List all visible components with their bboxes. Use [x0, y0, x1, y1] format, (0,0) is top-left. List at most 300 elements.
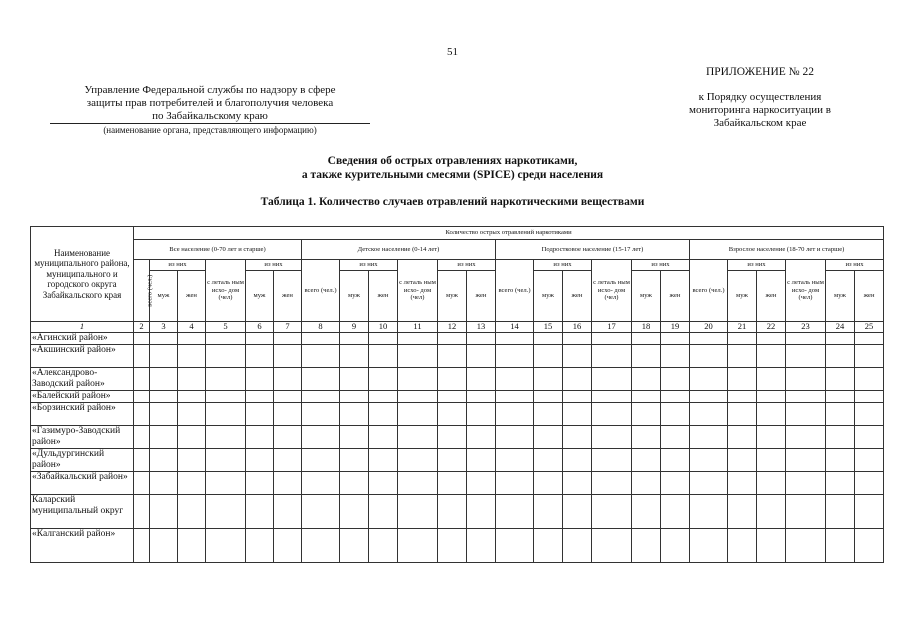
data-cell[interactable] — [826, 495, 855, 529]
column-number: 3 — [150, 322, 178, 333]
data-cell[interactable] — [302, 529, 340, 563]
data-cell[interactable] — [563, 529, 592, 563]
data-cell[interactable] — [690, 368, 728, 391]
header-male: муж — [632, 271, 661, 322]
data-cell[interactable] — [826, 345, 855, 368]
data-cell[interactable] — [302, 368, 340, 391]
data-cell[interactable] — [496, 391, 534, 403]
data-cell[interactable] — [134, 472, 150, 495]
district-name: «Газимуро-Заводский район» — [31, 426, 134, 449]
header-female: жен — [661, 271, 690, 322]
data-cell[interactable] — [786, 345, 826, 368]
column-number: 11 — [398, 322, 438, 333]
data-cell[interactable] — [369, 472, 398, 495]
data-cell[interactable] — [757, 368, 786, 391]
data-cell[interactable] — [206, 472, 246, 495]
data-cell[interactable] — [134, 449, 150, 472]
data-cell[interactable] — [246, 368, 274, 391]
data-cell[interactable] — [826, 391, 855, 403]
district-name: «Борзинский район» — [31, 403, 134, 426]
data-cell[interactable] — [855, 472, 884, 495]
header-total: всего (чел.) — [496, 260, 534, 322]
data-cell[interactable] — [340, 472, 369, 495]
data-cell[interactable] — [302, 449, 340, 472]
data-cell[interactable] — [369, 426, 398, 449]
data-cell[interactable] — [150, 426, 178, 449]
data-cell[interactable] — [563, 345, 592, 368]
table-row — [31, 449, 884, 472]
data-cell[interactable] — [340, 403, 369, 426]
data-cell[interactable] — [246, 403, 274, 426]
data-cell[interactable] — [826, 333, 855, 345]
data-cell[interactable] — [438, 472, 467, 495]
data-cell[interactable] — [592, 391, 632, 403]
data-cell[interactable] — [728, 403, 757, 426]
data-cell[interactable] — [534, 449, 563, 472]
data-cell[interactable] — [534, 345, 563, 368]
header-fatal: с леталь ным исхо- дом (чел) — [786, 260, 826, 322]
data-cell[interactable] — [150, 495, 178, 529]
data-cell[interactable] — [274, 449, 302, 472]
data-cell[interactable] — [592, 472, 632, 495]
data-cell[interactable] — [632, 495, 661, 529]
header-fatal: с леталь ным исхо- дом (чел) — [592, 260, 632, 322]
data-cell[interactable] — [563, 449, 592, 472]
data-cell[interactable] — [246, 391, 274, 403]
data-cell[interactable] — [496, 403, 534, 426]
data-cell[interactable] — [563, 403, 592, 426]
header-of-them: из них — [150, 260, 206, 271]
district-name: «Забайкальский район» — [31, 472, 134, 495]
data-cell[interactable] — [302, 472, 340, 495]
data-cell[interactable] — [728, 449, 757, 472]
data-cell[interactable] — [369, 333, 398, 345]
data-cell[interactable] — [369, 403, 398, 426]
data-cell[interactable] — [661, 529, 690, 563]
data-cell[interactable] — [661, 391, 690, 403]
column-number: 19 — [661, 322, 690, 333]
data-cell[interactable] — [786, 472, 826, 495]
data-cell[interactable] — [274, 368, 302, 391]
data-cell[interactable] — [246, 449, 274, 472]
district-name: «Калганский район» — [31, 529, 134, 563]
column-number: 25 — [855, 322, 884, 333]
data-cell[interactable] — [757, 495, 786, 529]
data-cell[interactable] — [496, 345, 534, 368]
data-cell[interactable] — [592, 449, 632, 472]
data-cell[interactable] — [274, 495, 302, 529]
data-cell[interactable] — [563, 472, 592, 495]
column-number: 17 — [592, 322, 632, 333]
data-cell[interactable] — [398, 345, 438, 368]
data-cell[interactable] — [178, 495, 206, 529]
data-cell[interactable] — [398, 529, 438, 563]
data-cell[interactable] — [496, 449, 534, 472]
data-cell[interactable] — [206, 391, 246, 403]
data-cell[interactable] — [534, 495, 563, 529]
data-cell[interactable] — [467, 472, 496, 495]
data-cell[interactable] — [134, 368, 150, 391]
appendix-line-3: Забайкальском крае — [713, 117, 807, 129]
data-cell[interactable] — [757, 333, 786, 345]
data-cell[interactable] — [150, 403, 178, 426]
data-cell[interactable] — [534, 333, 563, 345]
data-cell[interactable] — [178, 368, 206, 391]
data-cell[interactable] — [340, 449, 369, 472]
data-cell[interactable] — [274, 345, 302, 368]
data-cell[interactable] — [369, 449, 398, 472]
data-cell[interactable] — [496, 426, 534, 449]
data-cell[interactable] — [661, 449, 690, 472]
data-cell[interactable] — [661, 345, 690, 368]
data-cell[interactable] — [206, 449, 246, 472]
data-cell[interactable] — [757, 403, 786, 426]
data-cell[interactable] — [563, 368, 592, 391]
column-number: 5 — [206, 322, 246, 333]
data-cell[interactable] — [178, 529, 206, 563]
data-cell[interactable] — [178, 403, 206, 426]
data-cell[interactable] — [855, 345, 884, 368]
column-number: 4 — [178, 322, 206, 333]
data-cell[interactable] — [496, 333, 534, 345]
data-cell[interactable] — [150, 368, 178, 391]
column-number: 22 — [757, 322, 786, 333]
data-cell[interactable] — [592, 345, 632, 368]
data-cell[interactable] — [302, 333, 340, 345]
data-cell[interactable] — [632, 472, 661, 495]
table-row — [31, 333, 884, 345]
header-total: всего (чел.) — [690, 260, 728, 322]
data-cell[interactable] — [496, 495, 534, 529]
data-cell[interactable] — [398, 495, 438, 529]
data-cell[interactable] — [661, 426, 690, 449]
data-cell[interactable] — [757, 529, 786, 563]
org-note: (наименование органа, представляющего информацию) — [103, 125, 317, 135]
data-cell[interactable] — [632, 449, 661, 472]
data-cell[interactable] — [786, 368, 826, 391]
data-cell[interactable] — [274, 403, 302, 426]
data-cell[interactable] — [274, 391, 302, 403]
data-cell[interactable] — [340, 426, 369, 449]
data-cell[interactable] — [632, 426, 661, 449]
header-male: муж — [150, 271, 178, 322]
data-cell[interactable] — [563, 333, 592, 345]
data-cell[interactable] — [467, 449, 496, 472]
appendix-line-1: к Порядку осуществления — [698, 91, 822, 103]
data-cell[interactable] — [150, 333, 178, 345]
column-number: 7 — [274, 322, 302, 333]
data-cell[interactable] — [534, 368, 563, 391]
column-number: 18 — [632, 322, 661, 333]
data-cell[interactable] — [398, 403, 438, 426]
data-cell[interactable] — [496, 368, 534, 391]
table-row — [31, 472, 884, 495]
data-cell[interactable] — [302, 403, 340, 426]
data-cell[interactable] — [340, 391, 369, 403]
data-cell[interactable] — [728, 426, 757, 449]
data-cell[interactable] — [134, 345, 150, 368]
data-cell[interactable] — [398, 472, 438, 495]
data-cell[interactable] — [661, 403, 690, 426]
data-cell[interactable] — [728, 529, 757, 563]
data-cell[interactable] — [757, 426, 786, 449]
data-cell[interactable] — [302, 426, 340, 449]
data-cell[interactable] — [438, 426, 467, 449]
data-cell[interactable] — [855, 333, 884, 345]
data-cell[interactable] — [206, 333, 246, 345]
data-cell[interactable] — [246, 472, 274, 495]
header-male: муж — [728, 271, 757, 322]
data-cell[interactable] — [728, 391, 757, 403]
data-cell[interactable] — [632, 529, 661, 563]
data-cell[interactable] — [150, 529, 178, 563]
data-cell[interactable] — [369, 368, 398, 391]
data-cell[interactable] — [563, 391, 592, 403]
data-cell[interactable] — [206, 529, 246, 563]
data-cell[interactable] — [134, 391, 150, 403]
data-cell[interactable] — [150, 449, 178, 472]
data-cell[interactable] — [340, 345, 369, 368]
data-cell[interactable] — [855, 426, 884, 449]
data-cell[interactable] — [134, 495, 150, 529]
data-cell[interactable] — [467, 495, 496, 529]
data-cell[interactable] — [661, 368, 690, 391]
data-cell[interactable] — [690, 333, 728, 345]
data-cell[interactable] — [786, 449, 826, 472]
data-cell[interactable] — [826, 368, 855, 391]
doc-title-line-1: Сведения об острых отравлениях наркотиками, — [327, 155, 578, 167]
data-cell[interactable] — [757, 472, 786, 495]
data-cell[interactable] — [757, 391, 786, 403]
data-cell[interactable] — [274, 472, 302, 495]
appendix-title: ПРИЛОЖЕНИЕ № 22 — [705, 66, 814, 78]
data-cell[interactable] — [496, 529, 534, 563]
table-row — [31, 345, 884, 368]
header-female: жен — [757, 271, 786, 322]
data-cell[interactable] — [855, 368, 884, 391]
data-cell[interactable] — [728, 333, 757, 345]
data-cell[interactable] — [369, 495, 398, 529]
column-number: 1 — [31, 322, 134, 333]
column-number: 23 — [786, 322, 826, 333]
data-cell[interactable] — [855, 529, 884, 563]
district-name: «Агинский район» — [31, 333, 134, 345]
data-cell[interactable] — [690, 426, 728, 449]
data-cell[interactable] — [728, 472, 757, 495]
column-number: 10 — [369, 322, 398, 333]
data-cell[interactable] — [467, 333, 496, 345]
data-cell[interactable] — [826, 449, 855, 472]
data-cell[interactable] — [438, 529, 467, 563]
data-cell[interactable] — [398, 426, 438, 449]
data-cell[interactable] — [369, 529, 398, 563]
header-female: жен — [563, 271, 592, 322]
data-cell[interactable] — [592, 403, 632, 426]
data-cell[interactable] — [178, 345, 206, 368]
data-cell[interactable] — [438, 345, 467, 368]
data-cell[interactable] — [632, 403, 661, 426]
data-cell[interactable] — [563, 495, 592, 529]
data-cell[interactable] — [661, 472, 690, 495]
data-cell[interactable] — [246, 529, 274, 563]
header-female: жен — [855, 271, 884, 322]
column-number: 9 — [340, 322, 369, 333]
data-cell[interactable] — [206, 495, 246, 529]
column-number: 6 — [246, 322, 274, 333]
data-cell[interactable] — [728, 495, 757, 529]
data-cell[interactable] — [690, 449, 728, 472]
data-cell[interactable] — [398, 449, 438, 472]
header-of-them: из них — [728, 260, 786, 271]
data-cell[interactable] — [302, 495, 340, 529]
data-cell[interactable] — [438, 368, 467, 391]
data-cell[interactable] — [786, 333, 826, 345]
data-cell[interactable] — [855, 449, 884, 472]
data-cell[interactable] — [690, 403, 728, 426]
group-title-teens: Подростковое население (15-17 лет) — [496, 240, 690, 260]
header-total-all: всего (чел.) — [134, 260, 150, 322]
data-cell[interactable] — [438, 391, 467, 403]
data-cell[interactable] — [246, 333, 274, 345]
data-cell[interactable] — [178, 449, 206, 472]
data-cell[interactable] — [150, 391, 178, 403]
doc-title-line-2: а также курительными смесями (SPICE) среди населения — [301, 169, 604, 181]
data-cell[interactable] — [786, 529, 826, 563]
data-cell[interactable] — [728, 345, 757, 368]
data-cell[interactable] — [274, 333, 302, 345]
data-cell[interactable] — [246, 426, 274, 449]
data-cell[interactable] — [661, 333, 690, 345]
data-cell[interactable] — [246, 495, 274, 529]
data-cell[interactable] — [690, 495, 728, 529]
data-cell[interactable] — [592, 368, 632, 391]
data-cell[interactable] — [632, 345, 661, 368]
data-cell[interactable] — [661, 495, 690, 529]
data-cell[interactable] — [369, 391, 398, 403]
data-cell[interactable] — [178, 391, 206, 403]
data-cell[interactable] — [438, 449, 467, 472]
header-of-them: из них — [534, 260, 592, 271]
header-female: жен — [369, 271, 398, 322]
header-of-them: из них — [632, 260, 690, 271]
header-female: жен — [274, 271, 302, 322]
data-cell[interactable] — [178, 333, 206, 345]
data-cell[interactable] — [786, 426, 826, 449]
data-cell[interactable] — [206, 403, 246, 426]
data-cell[interactable] — [274, 529, 302, 563]
data-cell[interactable] — [302, 345, 340, 368]
district-name: «Балейский район» — [31, 391, 134, 403]
data-cell[interactable] — [467, 391, 496, 403]
data-cell[interactable] — [592, 333, 632, 345]
data-cell[interactable] — [134, 333, 150, 345]
data-cell[interactable] — [467, 529, 496, 563]
data-cell[interactable] — [855, 391, 884, 403]
data-cell[interactable] — [690, 345, 728, 368]
data-cell[interactable] — [592, 426, 632, 449]
data-cell[interactable] — [786, 403, 826, 426]
data-cell[interactable] — [855, 403, 884, 426]
data-cell[interactable] — [206, 345, 246, 368]
column-number: 14 — [496, 322, 534, 333]
document-title — [0, 154, 905, 182]
data-cell[interactable] — [467, 403, 496, 426]
data-cell[interactable] — [340, 333, 369, 345]
data-cell[interactable] — [690, 391, 728, 403]
data-cell[interactable] — [826, 426, 855, 449]
data-cell[interactable] — [398, 333, 438, 345]
data-cell[interactable] — [690, 529, 728, 563]
data-cell[interactable] — [534, 426, 563, 449]
data-cell[interactable] — [467, 345, 496, 368]
data-cell[interactable] — [632, 368, 661, 391]
data-cell[interactable] — [855, 495, 884, 529]
data-cell[interactable] — [438, 495, 467, 529]
data-cell[interactable] — [150, 345, 178, 368]
data-cell[interactable] — [302, 391, 340, 403]
data-cell[interactable] — [534, 472, 563, 495]
data-cell[interactable] — [134, 403, 150, 426]
data-cell[interactable] — [786, 495, 826, 529]
data-cell[interactable] — [398, 368, 438, 391]
data-cell[interactable] — [632, 333, 661, 345]
data-cell[interactable] — [178, 472, 206, 495]
data-cell[interactable] — [340, 368, 369, 391]
data-cell[interactable] — [150, 472, 178, 495]
data-cell[interactable] — [592, 495, 632, 529]
header-male: муж — [826, 271, 855, 322]
data-cell[interactable] — [340, 529, 369, 563]
column-number: 20 — [690, 322, 728, 333]
data-cell[interactable] — [178, 426, 206, 449]
data-cell[interactable] — [534, 391, 563, 403]
data-cell[interactable] — [467, 368, 496, 391]
header-of-them: из них — [246, 260, 302, 271]
data-cell[interactable] — [340, 495, 369, 529]
data-cell[interactable] — [826, 403, 855, 426]
data-cell[interactable] — [632, 391, 661, 403]
data-cell[interactable] — [826, 529, 855, 563]
data-cell[interactable] — [206, 368, 246, 391]
column-number: 12 — [438, 322, 467, 333]
data-cell[interactable] — [563, 426, 592, 449]
data-cell[interactable] — [786, 391, 826, 403]
district-name: «Акшинский район» — [31, 345, 134, 368]
data-cell[interactable] — [134, 529, 150, 563]
district-name: «Александрово-Заводский район» — [31, 368, 134, 391]
data-cell[interactable] — [369, 345, 398, 368]
data-cell[interactable] — [728, 368, 757, 391]
data-cell[interactable] — [592, 529, 632, 563]
table-title: Таблица 1. Количество случаев отравлений наркотическими веществами — [260, 196, 645, 208]
data-cell[interactable] — [246, 345, 274, 368]
data-cell[interactable] — [496, 472, 534, 495]
data-cell[interactable] — [534, 529, 563, 563]
org-line-2: защиты прав потребителей и благополучия человека — [86, 97, 334, 109]
data-cell[interactable] — [438, 403, 467, 426]
data-cell[interactable] — [398, 391, 438, 403]
data-cell[interactable] — [826, 472, 855, 495]
data-cell[interactable] — [534, 403, 563, 426]
data-cell[interactable] — [134, 426, 150, 449]
data-cell[interactable] — [438, 333, 467, 345]
data-cell[interactable] — [274, 426, 302, 449]
data-cell[interactable] — [690, 472, 728, 495]
data-cell[interactable] — [467, 426, 496, 449]
data-cell[interactable] — [757, 345, 786, 368]
data-cell[interactable] — [206, 426, 246, 449]
data-cell[interactable] — [757, 449, 786, 472]
